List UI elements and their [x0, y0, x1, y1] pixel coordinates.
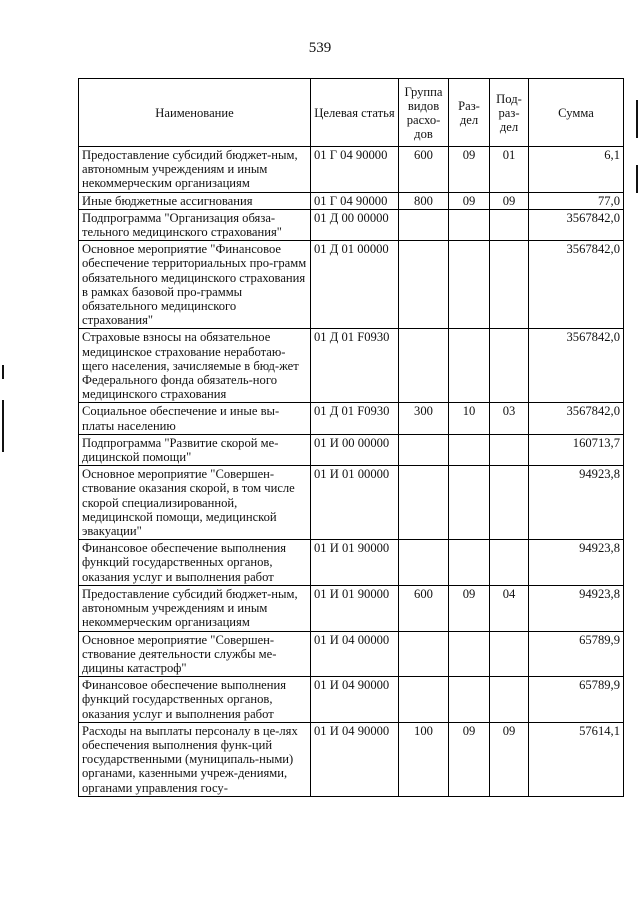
row-sum: 160713,7: [529, 434, 624, 465]
header-expense-group: Группа видов расхо-дов: [399, 79, 449, 147]
row-expense-group: [399, 241, 449, 329]
table-row: [79, 631, 624, 677]
table-row: [79, 434, 624, 465]
table-row: [79, 209, 624, 240]
row-sum: 3567842,0: [529, 209, 624, 240]
row-subsection: [490, 209, 529, 240]
table-row: [79, 192, 624, 209]
scan-mark: [2, 365, 4, 379]
row-sum: 65789,9: [529, 631, 624, 677]
scan-mark: [2, 400, 4, 452]
row-subsection: [490, 631, 529, 677]
row-target-article: 01 Д 00 00000: [311, 209, 399, 240]
header-subsection: Под-раз-дел: [490, 79, 529, 147]
row-name: Социальное обеспечение и иные вы-платы населению: [79, 403, 311, 434]
row-subsection: 03: [490, 403, 529, 434]
row-subsection: 09: [490, 192, 529, 209]
row-expense-group: [399, 677, 449, 723]
row-expense-group: [399, 434, 449, 465]
row-sum: 3567842,0: [529, 403, 624, 434]
row-target-article: 01 Д 01 F0930: [311, 329, 399, 403]
row-section: 09: [449, 147, 490, 193]
table-row: [79, 241, 624, 329]
row-sum: 94923,8: [529, 585, 624, 631]
row-expense-group: 300: [399, 403, 449, 434]
table-row: [79, 585, 624, 631]
row-target-article: 01 И 04 90000: [311, 677, 399, 723]
header-sum: Сумма: [529, 79, 624, 147]
row-name: Расходы на выплаты персоналу в це-лях обеспечения выполнения функ-ций государственными (муниципаль-ными) органами, казенными учреж-дениями, органами управления госу-: [79, 722, 311, 796]
row-expense-group: [399, 329, 449, 403]
row-expense-group: 800: [399, 192, 449, 209]
row-target-article: 01 И 01 90000: [311, 585, 399, 631]
row-sum: 77,0: [529, 192, 624, 209]
row-name: Финансовое обеспечение выполнения функций государственных органов, оказания услуг и выполнения работ: [79, 677, 311, 723]
row-name: Предоставление субсидий бюджет-ным, автономным учреждениям и иным некоммерческим организациям: [79, 585, 311, 631]
row-section: 09: [449, 722, 490, 796]
row-subsection: [490, 466, 529, 540]
row-expense-group: [399, 540, 449, 586]
row-section: [449, 466, 490, 540]
row-expense-group: [399, 466, 449, 540]
row-target-article: 01 И 01 90000: [311, 540, 399, 586]
row-expense-group: [399, 631, 449, 677]
row-name: Предоставление субсидий бюджет-ным, автономным учреждениям и иным некоммерческим организациям: [79, 147, 311, 193]
row-expense-group: 600: [399, 585, 449, 631]
scan-mark: [636, 100, 638, 138]
row-section: [449, 540, 490, 586]
row-subsection: [490, 540, 529, 586]
row-section: 09: [449, 192, 490, 209]
row-sum: 3567842,0: [529, 241, 624, 329]
row-name: Подпрограмма "Организация обяза-тельного медицинского страхования": [79, 209, 311, 240]
row-target-article: 01 Г 04 90000: [311, 192, 399, 209]
row-sum: 3567842,0: [529, 329, 624, 403]
scan-mark: [636, 165, 638, 193]
row-sum: 6,1: [529, 147, 624, 193]
row-section: [449, 329, 490, 403]
row-section: 09: [449, 585, 490, 631]
row-subsection: 09: [490, 722, 529, 796]
row-section: [449, 209, 490, 240]
row-subsection: [490, 434, 529, 465]
row-sum: 65789,9: [529, 677, 624, 723]
row-target-article: 01 Д 01 F0930: [311, 403, 399, 434]
table-row: [79, 329, 624, 403]
budget-table: [78, 78, 624, 797]
table-row: [79, 466, 624, 540]
row-name: Основное мероприятие "Совершен-ствование оказания скорой, в том числе скорой специализированной, медицинской помощи, медицинской эвакуации": [79, 466, 311, 540]
row-section: [449, 677, 490, 723]
table-header-row: [79, 79, 624, 147]
row-section: [449, 241, 490, 329]
table-row: [79, 403, 624, 434]
row-name: Страховые взносы на обязательное медицинское страхование неработаю-щего населения, зачисляемые в бюд-жет Федерального фонда обязатель-ного медицинского страхования: [79, 329, 311, 403]
row-section: 10: [449, 403, 490, 434]
row-subsection: [490, 677, 529, 723]
row-section: [449, 434, 490, 465]
row-subsection: 04: [490, 585, 529, 631]
row-expense-group: 100: [399, 722, 449, 796]
row-expense-group: [399, 209, 449, 240]
page-number: 539: [308, 40, 332, 56]
table-row: [79, 147, 624, 193]
row-target-article: 01 И 04 00000: [311, 631, 399, 677]
row-name: Подпрограмма "Развитие скорой ме-дицинской помощи": [79, 434, 311, 465]
row-target-article: 01 И 00 00000: [311, 434, 399, 465]
row-section: [449, 631, 490, 677]
row-target-article: 01 Г 04 90000: [311, 147, 399, 193]
row-target-article: 01 И 01 00000: [311, 466, 399, 540]
header-section: Раз-дел: [449, 79, 490, 147]
header-target-article: Целевая статья: [311, 79, 399, 147]
row-subsection: 01: [490, 147, 529, 193]
table-row: [79, 677, 624, 723]
header-name: Наименование: [79, 79, 311, 147]
row-name: Основное мероприятие "Финансовое обеспечение территориальных про-грамм обязательного медицинского страхования в рамках базовой про-граммы обязательного медицинского страхования": [79, 241, 311, 329]
row-expense-group: 600: [399, 147, 449, 193]
row-subsection: [490, 329, 529, 403]
row-target-article: 01 Д 01 00000: [311, 241, 399, 329]
row-sum: 94923,8: [529, 466, 624, 540]
row-subsection: [490, 241, 529, 329]
row-target-article: 01 И 04 90000: [311, 722, 399, 796]
row-name: Иные бюджетные ассигнования: [79, 192, 311, 209]
row-sum: 94923,8: [529, 540, 624, 586]
table-row: [79, 540, 624, 586]
row-name: Основное мероприятие "Совершен-ствование деятельности службы ме-дицины катастроф": [79, 631, 311, 677]
row-name: Финансовое обеспечение выполнения функций государственных органов, оказания услуг и выполнения работ: [79, 540, 311, 586]
row-sum: 57614,1: [529, 722, 624, 796]
table-row: [79, 722, 624, 796]
